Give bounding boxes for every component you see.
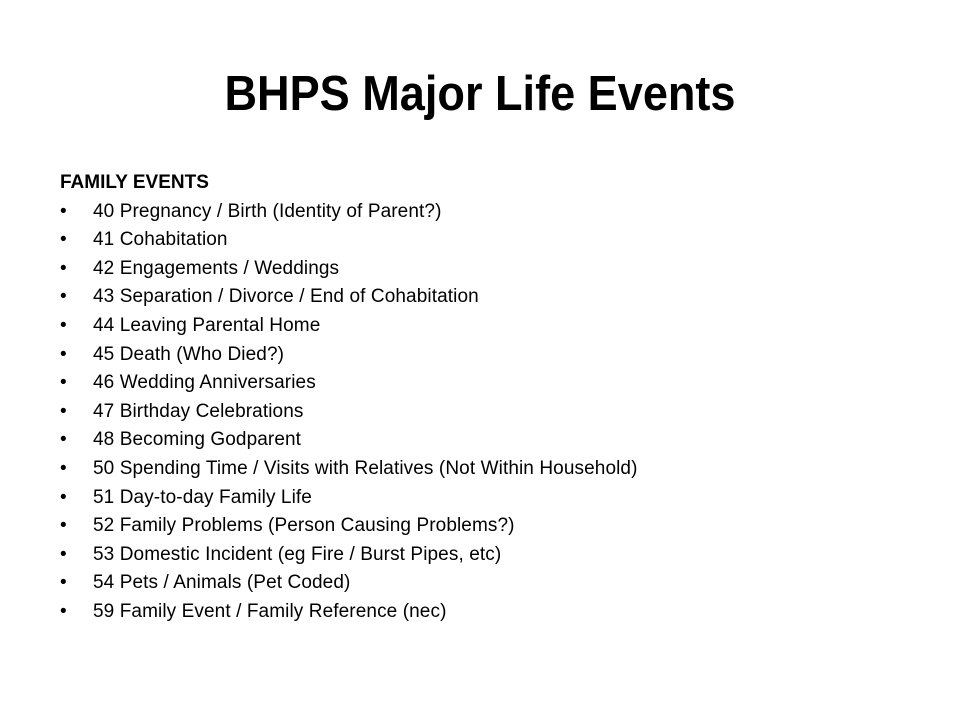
list-item [60,226,940,255]
list-item-text: 41 Cohabitation [93,229,228,251]
bullet-icon: • [60,457,67,479]
list-item-text: 42 Engagements / Weddings [93,257,340,279]
list-item [60,369,940,398]
list-item [60,255,940,284]
bullet-icon: • [60,314,67,336]
list-item-text: 52 Family Problems (Person Causing Problems?) [93,515,515,537]
list-item [60,541,940,570]
list-item [60,198,940,227]
list-item-text: 48 Becoming Godparent [93,429,302,451]
bullet-icon: • [60,286,67,308]
list-item [60,598,940,627]
list-item-text: 40 Pregnancy / Birth (Identity of Parent?) [93,200,442,222]
bullet-icon: • [60,543,67,565]
bullet-icon: • [60,400,67,422]
bullet-icon: • [60,257,67,279]
list-item [60,484,940,513]
list-item-text: 59 Family Event / Family Reference (nec) [93,600,447,622]
bullet-icon: • [60,429,67,451]
list-item-text: 53 Domestic Incident (eg Fire / Burst Pipes, etc) [93,543,502,565]
list-item [60,455,940,484]
list-item [60,312,940,341]
slide-body [60,169,940,627]
slide-title: BHPS Major Life Events [224,67,736,121]
list-item-text: 44 Leaving Parental Home [93,314,321,336]
list-item-text: 50 Spending Time / Visits with Relatives (Not Within Household) [93,457,638,479]
bullet-icon: • [60,372,67,394]
bullet-icon: • [60,515,67,537]
bullet-icon: • [60,486,67,508]
list-item-text: 46 Wedding Anniversaries [93,372,316,394]
list-item-text: 43 Separation / Divorce / End of Cohabitation [93,286,479,308]
list-item-text: 45 Death (Who Died?) [93,343,285,365]
list-item-text: 47 Birthday Celebrations [93,400,304,422]
event-list [60,198,940,627]
bullet-icon: • [60,600,67,622]
bullet-icon: • [60,200,67,222]
list-item [60,426,940,455]
section-heading: FAMILY EVENTS [60,172,209,193]
list-item-text: 51 Day-to-day Family Life [93,486,312,508]
list-item [60,341,940,370]
list-item [60,512,940,541]
list-item [60,569,940,598]
list-item [60,283,940,312]
bullet-icon: • [60,572,67,594]
bullet-icon: • [60,343,67,365]
list-item-text: 54 Pets / Animals (Pet Coded) [93,572,351,594]
list-item [60,398,940,427]
bullet-icon: • [60,229,67,251]
